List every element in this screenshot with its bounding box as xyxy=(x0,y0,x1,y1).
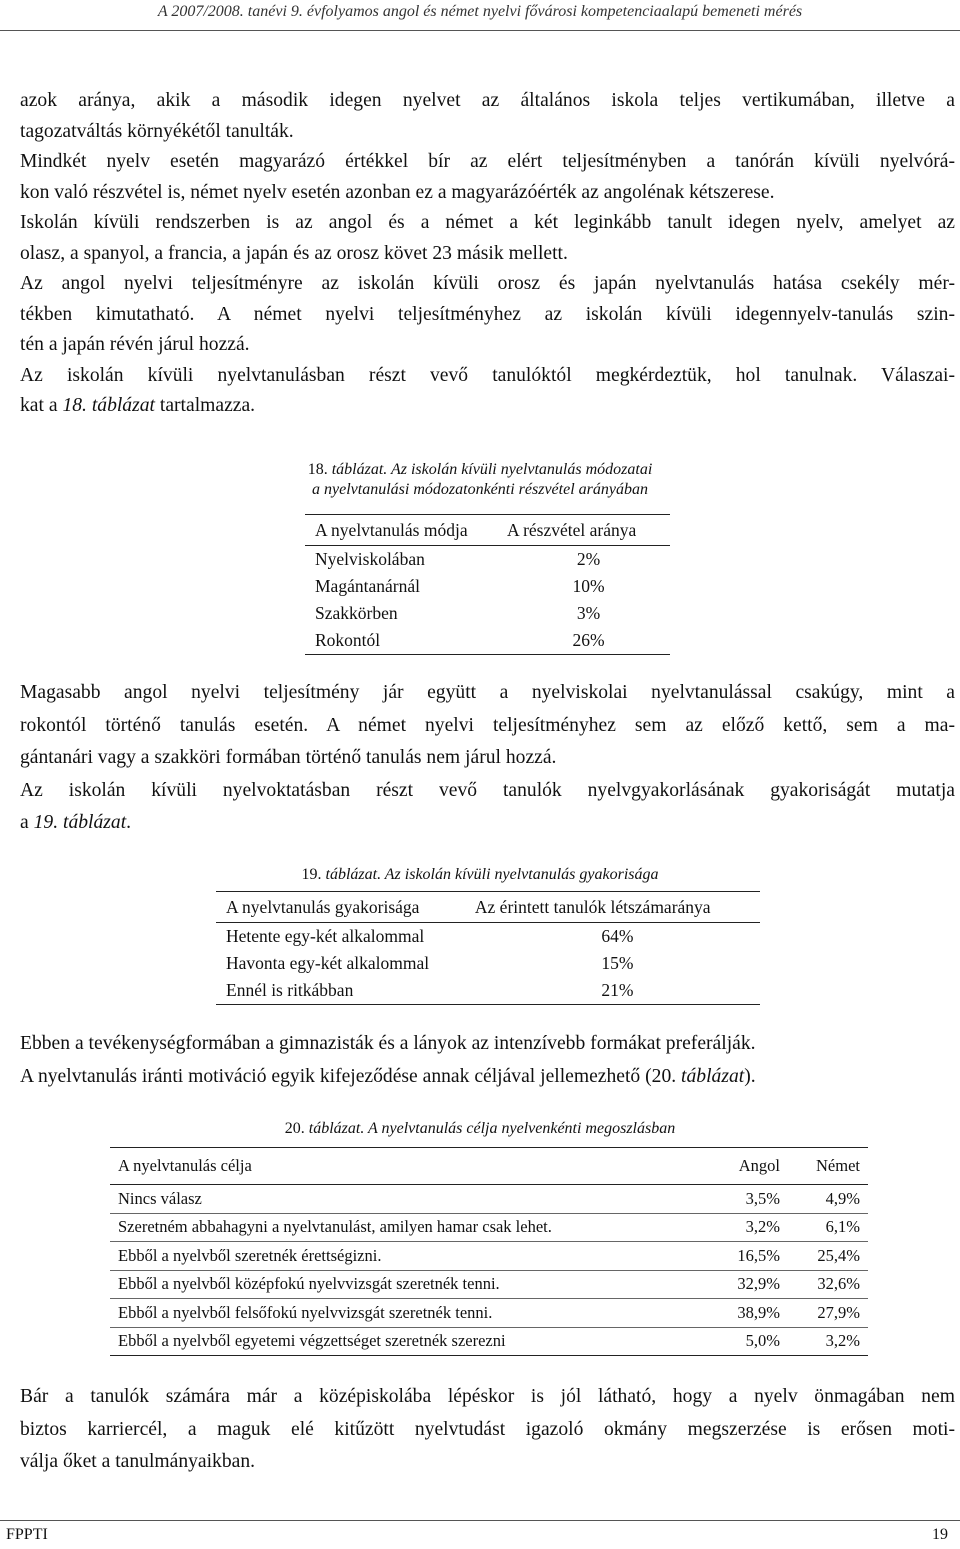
column-header: A nyelvtanulás módja xyxy=(315,519,468,540)
table-18-caption xyxy=(200,460,760,500)
table-19 xyxy=(216,891,760,1005)
table-cell: Havonta egy-két alkalommal xyxy=(226,953,430,973)
text-line: válja őket a tanulmányaikban. xyxy=(20,1451,256,1472)
line-text: tartalmazza. xyxy=(154,395,256,416)
paragraph-3 xyxy=(20,1028,955,1093)
text-line: Bár a tanulók számára már a középiskolába lépéskor is jól látható, hogy a nyelv önmagában nem xyxy=(20,1386,955,1407)
table-cell: 27,9% xyxy=(817,1302,860,1322)
text-line xyxy=(20,391,955,422)
table-row xyxy=(216,977,760,1005)
column-header: A nyelvtanulás gyakorisága xyxy=(226,896,420,917)
table-cell: Szeretném abbahagyni a nyelvtanulást, amilyen hamar csak lehet. xyxy=(118,1217,552,1237)
caption-number: 20. xyxy=(284,1120,309,1137)
column-header: Az érintett tanulók létszámaránya xyxy=(474,896,711,917)
text-line: tagozatváltás környékétől tanulták. xyxy=(20,120,294,142)
table-cell: Hetente egy-két alkalommal xyxy=(226,926,425,946)
line-text: ). xyxy=(744,1065,756,1087)
table-cell: Nincs válasz xyxy=(118,1188,202,1208)
column-header: A részvétel aránya xyxy=(507,519,637,540)
table-row xyxy=(216,950,760,977)
table-cell: 32,9% xyxy=(737,1274,780,1294)
table-row xyxy=(110,1213,868,1242)
line-text: a xyxy=(20,812,34,833)
table-cell: 21% xyxy=(601,980,634,1000)
text-line: tékben kimutatható. A német nyelvi teljesítményhez az iskolán kívüli idegennyelv-tanulás szin- xyxy=(20,303,955,325)
table-cell: 32,6% xyxy=(817,1274,860,1294)
caption-title: Az iskolán kívüli nyelvtanulás gyakorisága xyxy=(381,866,659,883)
table-cell: 2% xyxy=(576,549,601,569)
caption-line-2 xyxy=(200,480,760,500)
table-row xyxy=(305,573,670,600)
table-row xyxy=(305,627,670,655)
text-line: Iskolán kívüli rendszerben is az angol és a német a két leginkább tanult idegen nyelv, amelyet az xyxy=(20,212,955,233)
table-cell: 3,2% xyxy=(825,1331,860,1351)
table-cell: 64% xyxy=(601,926,634,946)
caption-number: 18. xyxy=(307,461,332,478)
text-line: gántanári vagy a szakköri formában történő tanulás nem járul hozzá. xyxy=(20,747,557,768)
text-line: Magasabb angol nyelvi teljesítmény jár együtt a nyelviskolai nyelvtanulással csakúgy, mint a xyxy=(20,682,955,703)
header-title: A 2007/2008. tanévi 9. évfolyamos angol és német nyelvi fővárosi kompetenciaalapú bemeneti mérés xyxy=(157,3,803,20)
table-cell: 10% xyxy=(572,576,605,596)
table-cell: Ebből a nyelvből középfokú nyelvvizsgát szeretnék tenni. xyxy=(118,1274,500,1294)
table-20-caption xyxy=(200,1119,760,1139)
table-header-row xyxy=(110,1148,868,1185)
page-header xyxy=(0,0,960,31)
table-cell: 6,1% xyxy=(825,1217,860,1237)
table-cell: Nyelviskolában xyxy=(315,549,425,569)
caption-title: a nyelvtanulási módozatonkénti részvétel arányában xyxy=(312,481,648,498)
text-line: rokontól történő tanulás esetén. A német nyelvi teljesítményhez sem az előző kettő, sem a ma- xyxy=(20,714,955,736)
text-line: Az iskolán kívüli nyelvoktatásban részt vevő tanulók nyelvgyakorlásának gyakoriságát mutatja xyxy=(20,779,955,801)
text-line: Az angol nyelvi teljesítményre az iskolán kívüli orosz és japán nyelvtanulás hatása csekély mér- xyxy=(20,273,955,294)
text-line: Mindkét nyelv esetén magyarázó értékkel bír az elért teljesítményben a tanórán kívüli nyelvórá- xyxy=(20,151,955,172)
table-row xyxy=(110,1327,868,1356)
text-line: olasz, a spanyol, a francia, a japán és az orosz követ 23 másik mellett. xyxy=(20,242,568,264)
table-cell: Rokontól xyxy=(315,630,381,650)
table-reference xyxy=(62,395,155,416)
text-line: Az iskolán kívüli nyelvtanulásban részt vevő tanulóktól megkérdeztük, hol tanulnak. Válaszai- xyxy=(20,364,955,386)
column-header: Német xyxy=(816,1156,860,1175)
table-cell: 3,5% xyxy=(745,1188,780,1208)
table-cell: 5,0% xyxy=(745,1331,780,1351)
column-header: A nyelvtanulás célja xyxy=(118,1156,252,1175)
caption-line-1 xyxy=(200,460,760,480)
table-ref-word: táblázat xyxy=(91,395,155,416)
table-cell: 4,9% xyxy=(825,1188,860,1208)
table-20 xyxy=(110,1147,868,1356)
text-line: biztos karriercél, a maguk elé kitűzött nyelvtudást igazoló okmány megszerzése is erősen moti- xyxy=(20,1418,955,1440)
text-line: tén a japán révén járul hozzá. xyxy=(20,334,250,355)
table-cell: 15% xyxy=(601,953,634,973)
table-cell: 16,5% xyxy=(737,1245,780,1265)
table-reference: 19. táblázat xyxy=(33,812,127,833)
table-cell: 3,2% xyxy=(745,1217,780,1237)
caption-title: Az iskolán kívüli nyelvtanulás módozatai xyxy=(387,461,653,478)
column-header: Angol xyxy=(738,1156,780,1175)
table-cell: 26% xyxy=(572,630,605,650)
text-line: Ebben a tevékenységformában a gimnazisták és a lányok az intenzívebb formákat preferálják. xyxy=(20,1033,756,1054)
footer-org: FPPTI xyxy=(6,1526,48,1543)
text-line: azok aránya, akik a második idegen nyelvet az általános iskola teljes vertikumában, illetve a xyxy=(20,90,955,111)
line-text: kat a xyxy=(20,395,63,416)
table-cell: Ebből a nyelvből egyetemi végzettséget szeretnék szerezni xyxy=(118,1331,506,1351)
table-19-caption xyxy=(200,865,760,885)
caption-label: táblázat. xyxy=(308,1120,365,1137)
table-cell: 38,9% xyxy=(737,1302,780,1322)
table-cell: Ebből a nyelvből felsőfokú nyelvvizsgát szeretnék tenni. xyxy=(118,1302,493,1322)
table-row xyxy=(305,600,670,627)
page-number: 19 xyxy=(932,1526,948,1543)
text-line: kon való részvétel is, német nyelv esetén azonban ez a magyarázóérték az angolénak kétszerese. xyxy=(20,181,775,203)
table-header-row xyxy=(305,515,670,546)
table-cell: 25,4% xyxy=(817,1245,860,1265)
table-row xyxy=(110,1185,868,1214)
table-cell: Ennél is ritkábban xyxy=(226,980,354,1000)
paragraph-1 xyxy=(20,86,955,422)
paragraph-4 xyxy=(20,1381,955,1479)
table-cell: Magántanárnál xyxy=(315,576,420,596)
table-row xyxy=(110,1299,868,1328)
table-reference: táblázat xyxy=(681,1065,745,1087)
table-row xyxy=(305,546,670,574)
page-footer xyxy=(0,1520,960,1549)
text-line xyxy=(20,807,955,840)
table-cell: 3% xyxy=(576,603,601,623)
caption-label: táblázat. xyxy=(331,461,388,478)
line-text: A nyelvtanulás iránti motiváció egyik kifejeződése annak céljával jellemezhető (20. xyxy=(20,1065,682,1087)
table-18 xyxy=(305,514,670,655)
table-row xyxy=(110,1270,868,1299)
table-cell: Szakkörben xyxy=(315,603,398,623)
table-row xyxy=(216,923,760,951)
caption-number: 19. xyxy=(301,866,326,883)
table-header-row xyxy=(216,892,760,923)
paragraph-2 xyxy=(20,677,955,840)
caption-title: A nyelvtanulás célja nyelvenkénti megoszlásban xyxy=(364,1120,676,1137)
caption-label: táblázat. xyxy=(325,866,382,883)
table-ref-number: 18. xyxy=(62,395,92,416)
table-row xyxy=(110,1242,868,1271)
table-cell: Ebből a nyelvből szeretnék érettségizni. xyxy=(118,1245,382,1265)
line-text: . xyxy=(126,812,132,833)
text-line xyxy=(20,1061,955,1094)
